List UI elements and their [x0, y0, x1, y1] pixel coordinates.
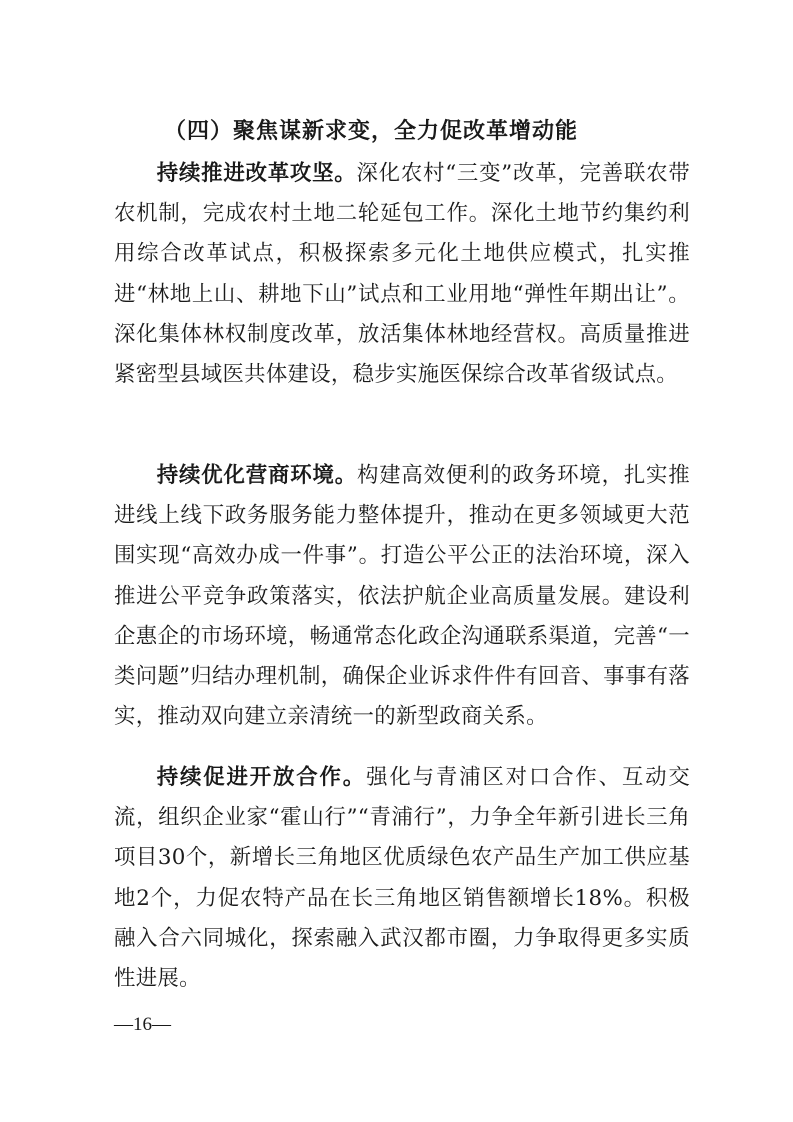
paragraph-lead: 持续推进改革攻坚。	[156, 161, 357, 186]
paragraph-open-cooperation	[114, 758, 690, 999]
section-heading: （四）聚焦谋新求变，全力促改革增动能	[164, 118, 579, 144]
paragraph-business-environment	[114, 456, 690, 737]
paragraph-body: 深化农村“三变”改革，完善联农带农机制，完成农村土地二轮延包工作。深化土地节约集约利用综合改革试点，积极探索多元化土地供应模式，扎实推进“林地上山、耕地下山”试点和工业用地“弹性年期出让”。深化集体林权制度改革，放活集体林地经营权。高质量推进紧密型县域医共体建设，稳步实施医保综合改革省级试点。	[114, 161, 691, 388]
page-number: —16—	[114, 1014, 171, 1035]
paragraph-body: 构建高效便利的政务环境，扎实推进线上线下政务服务能力整体提升，推动在更多领域更大范围实现“高效办成一件事”。打造公平公正的法治环境，深入推进公平竞争政策落实，依法护航企业高质量发展。建设利企惠企的市场环境，畅通常态化政企沟通联系渠道，完善“一类问题”归结办理机制，确保企业诉求件件有回音、事事有落实，推动双向建立亲清统一的新型政商关系。	[114, 463, 690, 730]
paragraph-body: 强化与青浦区对口合作、互动交流，组织企业家“霍山行”“青浦行”，力争全年新引进长三角项目30个，新增长三角地区优质绿色农产品生产加工供应基地2个，力促农特产品在长三角地区销售额增长18%。积极融入合六同城化，探索融入武汉都市圈，力争取得更多实质性进展。	[114, 765, 691, 992]
paragraph-reform	[114, 154, 690, 395]
paragraph-lead: 持续优化营商环境。	[156, 463, 357, 488]
paragraph-lead: 持续促进开放合作。	[156, 765, 367, 790]
